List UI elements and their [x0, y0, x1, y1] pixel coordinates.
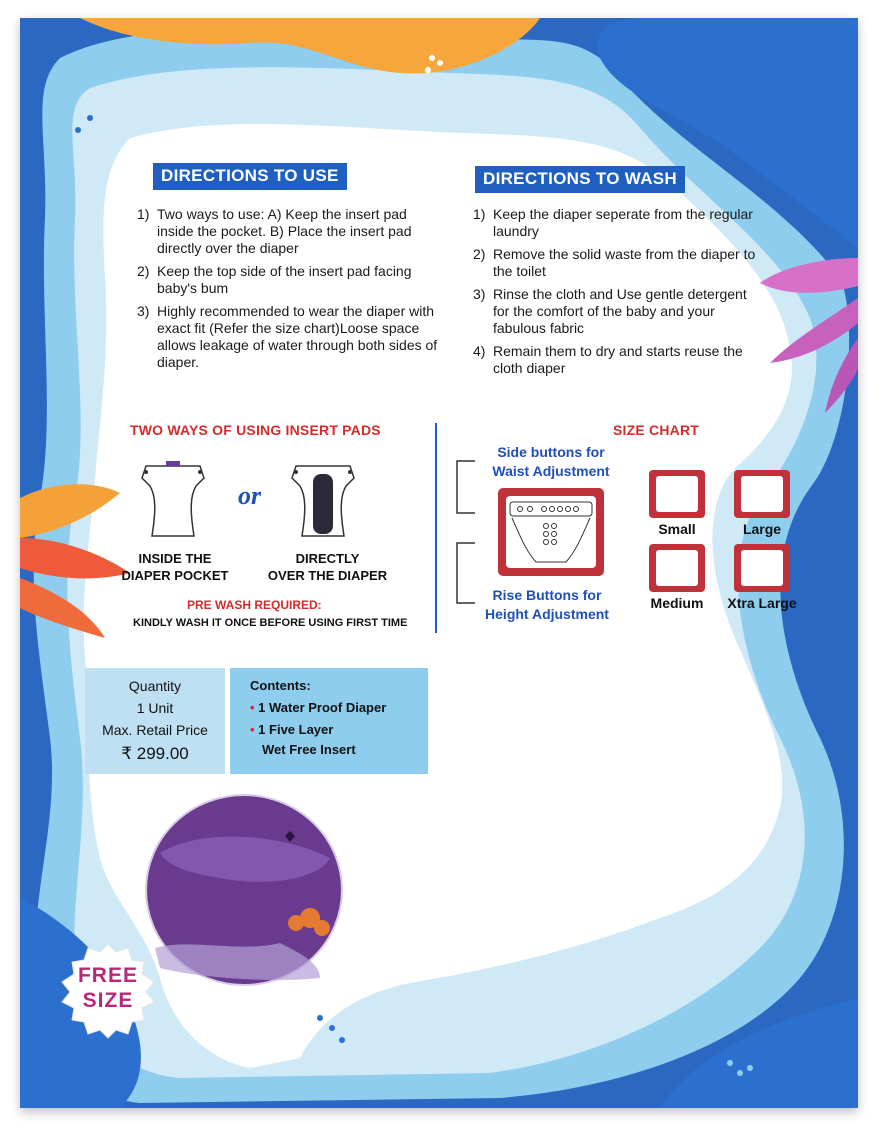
contents-label: Contents: — [250, 678, 311, 693]
directions-wash-list — [473, 206, 763, 383]
or-text: or — [238, 481, 262, 510]
prewash-text: KINDLY WASH IT ONCE BEFORE USING FIRST TIME — [133, 617, 408, 629]
free-size-badge: FREE SIZE — [77, 964, 138, 1012]
directions-use-list — [137, 206, 442, 377]
diaper-pocket-icon — [138, 456, 208, 548]
mrp-label: Max. Retail Price — [102, 722, 208, 738]
quantity-label: Quantity — [128, 678, 182, 694]
quantity-value: 1 Unit — [136, 700, 174, 716]
diaper-size-diagram — [498, 488, 604, 576]
size-xtra-large-label: Xtra Large — [727, 595, 797, 611]
list-item: 2) Keep the top side of the insert pad facing baby's bum — [137, 263, 412, 296]
size-small-label: Small — [658, 521, 696, 537]
contents-item: • 1 Water Proof Diaper — [250, 700, 387, 715]
contents-item: • 1 Five Layer — [250, 722, 334, 737]
inside-pocket-caption: INSIDE THE DIAPER POCKET — [121, 551, 229, 583]
diaper-buttons-icon — [506, 496, 596, 568]
prewash-title: PRE WASH REQUIRED: — [187, 598, 322, 612]
directions-use-title: DIRECTIONS TO USE — [153, 163, 347, 190]
list-item: 3) Highly recommended to wear the diaper with exact fit (Refer the size chart)Loose space allows leakage of water through both sides of diaper. — [137, 303, 438, 370]
list-item: 1) Keep the diaper seperate from the regular laundry — [473, 206, 753, 239]
rise-buttons-label: Rise Buttons for Height Adjustment — [485, 587, 609, 622]
contents-panel — [230, 668, 428, 774]
directions-wash-title: DIRECTIONS TO WASH — [475, 166, 685, 193]
quantity-panel — [85, 668, 225, 774]
list-item: 1) Two ways to use: A) Keep the insert pad inside the pocket. B) Place the insert pad directly over the diaper — [137, 206, 412, 256]
list-item: 2) Remove the solid waste from the diaper to the toilet — [473, 246, 756, 279]
list-item: 3) Rinse the cloth and Use gentle detergent for the comfort of the baby and your fabulous fabric — [473, 286, 747, 336]
size-large-label: Large — [742, 521, 782, 537]
side-buttons-label: Side buttons for Waist Adjustment — [492, 444, 610, 479]
diaper-over-icon — [288, 456, 358, 548]
mrp-value: ₹ 299.00 — [121, 744, 189, 763]
size-small-icon — [649, 470, 705, 518]
size-large-icon — [734, 470, 790, 518]
section-divider — [435, 423, 437, 633]
size-medium-icon — [649, 544, 705, 592]
insert-pads-title: TWO WAYS OF USING INSERT PADS — [130, 422, 381, 438]
size-xtra-large-icon — [734, 544, 790, 592]
over-diaper-caption: DIRECTLY OVER THE DIAPER — [267, 551, 388, 583]
contents-item: Wet Free Insert — [262, 742, 356, 757]
size-chart-title: SIZE CHART — [613, 422, 699, 438]
list-item: 4) Remain them to dry and starts reuse the cloth diaper — [473, 343, 743, 376]
package-back — [20, 18, 858, 1108]
size-medium-label: Medium — [650, 595, 704, 611]
